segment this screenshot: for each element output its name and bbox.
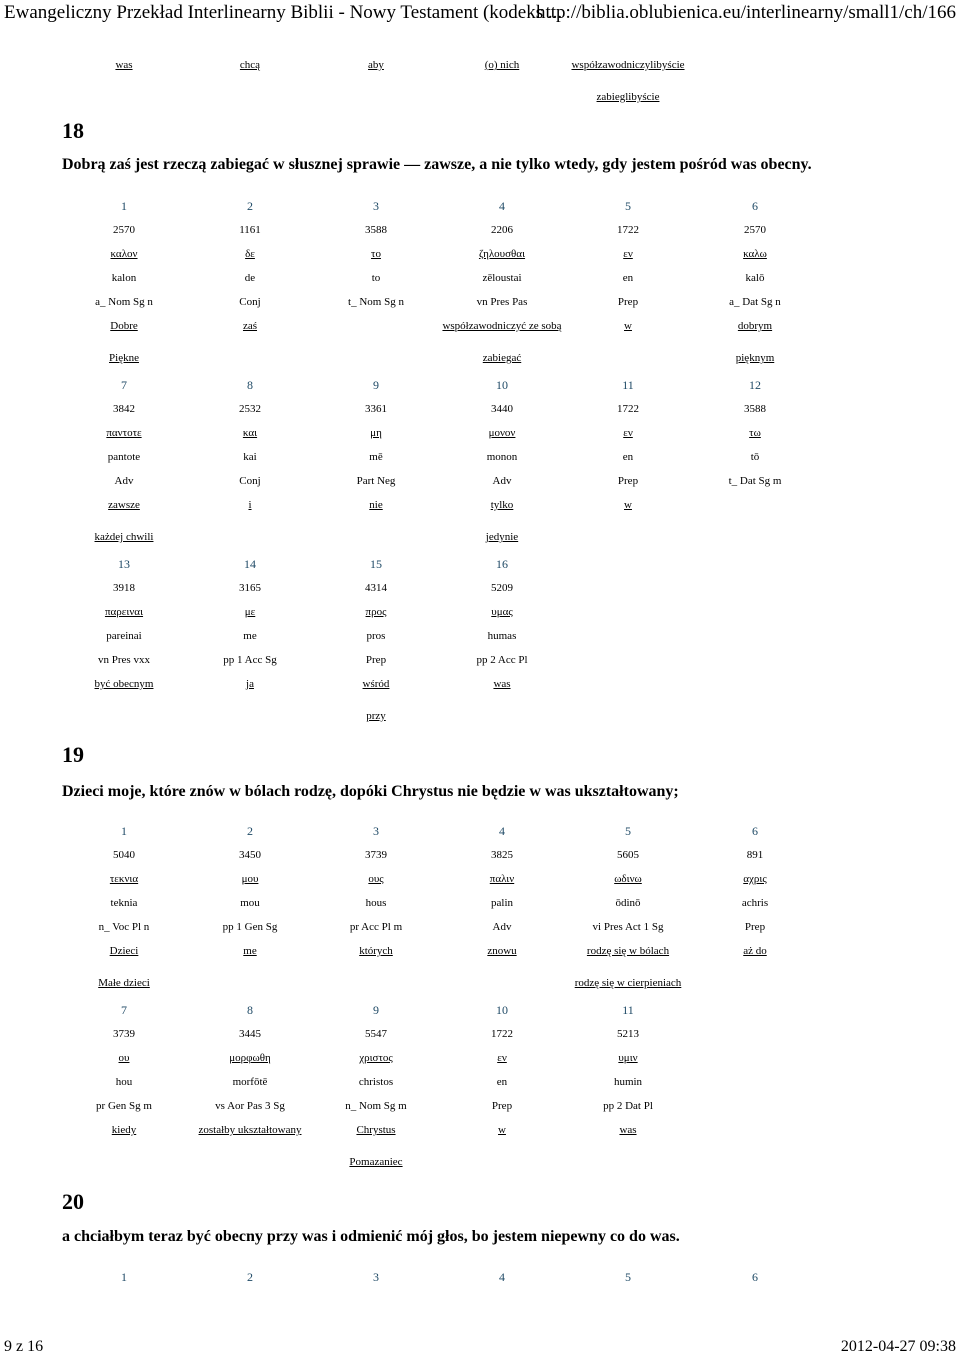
greek-word[interactable]: εν — [497, 1052, 507, 1064]
verse-number: 19 — [62, 742, 84, 767]
greek-word[interactable]: αχρις — [743, 873, 767, 885]
strong-number: 4314 — [365, 582, 387, 594]
grammar-code: n_ Voc Pl n — [98, 921, 150, 933]
strong-number: 3440 — [491, 403, 513, 415]
transliteration: pareinai — [106, 630, 142, 642]
grammar-code: vi Pres Act 1 Sg — [592, 921, 664, 933]
document-title: Ewangeliczny Przekład Interlinearny Biblii - Nowy Testament (kodeks ... — [4, 2, 563, 23]
polish-translation[interactable]: w — [624, 320, 632, 332]
word-number: 9 — [373, 1003, 379, 1017]
transliteration: ōdinō — [615, 897, 641, 909]
grammar-code: t_ Nom Sg n — [348, 296, 404, 308]
polish-translation[interactable]: (o) nich — [484, 59, 520, 71]
strong-number: 3588 — [744, 403, 766, 415]
grammar-code: pp 2 Dat Pl — [603, 1100, 653, 1112]
greek-word[interactable]: εν — [623, 427, 633, 439]
grammar-code: Adv — [114, 475, 134, 487]
polish-translation[interactable]: zawsze — [108, 499, 140, 511]
transliteration: kai — [243, 451, 257, 463]
strong-number: 3739 — [365, 849, 387, 861]
polish-translation[interactable]: w — [498, 1124, 506, 1136]
strong-number: 3739 — [113, 1028, 135, 1040]
word-number: 5 — [625, 199, 631, 213]
word-number: 15 — [370, 557, 382, 571]
word-number: 1 — [121, 199, 127, 213]
transliteration: humas — [487, 630, 517, 642]
strong-number: 2206 — [491, 224, 513, 236]
grammar-code: Conj — [239, 475, 261, 487]
greek-word[interactable]: παλιν — [489, 873, 515, 885]
verse-text: Dobrą zaś jest rzeczą zabiegać w słusznej sprawie — zawsze, a nie tylko wtedy, gdy jestem pośród was obecny. — [62, 156, 812, 173]
transliteration: kalon — [111, 272, 137, 284]
word-number: 2 — [247, 199, 253, 213]
word-number: 4 — [499, 199, 505, 213]
page-number: 9 z 16 — [4, 1338, 44, 1355]
alternative-translation[interactable]: pięknym — [735, 352, 775, 364]
print-datetime: 2012-04-27 09:38 — [840, 1338, 956, 1355]
transliteration: hou — [115, 1076, 133, 1088]
greek-word[interactable]: καλον — [110, 248, 138, 260]
greek-word[interactable]: ου — [118, 1052, 130, 1064]
grammar-code: pr Acc Pl m — [349, 921, 403, 933]
word-number: 9 — [373, 378, 379, 392]
grammar-code: pp 1 Gen Sg — [222, 921, 278, 933]
transliteration: pros — [366, 630, 386, 642]
word-number: 2 — [247, 824, 253, 838]
alternative-translation[interactable]: przy — [366, 710, 386, 722]
transliteration: mou — [240, 897, 260, 909]
word-number: 8 — [247, 378, 253, 392]
strong-number: 3825 — [491, 849, 513, 861]
polish-translation[interactable]: rodzę się w bólach — [586, 945, 670, 957]
transliteration: kalō — [745, 272, 765, 284]
polish-translation[interactable]: me — [243, 945, 257, 957]
polish-translation[interactable]: aż do — [743, 945, 767, 957]
polish-translation[interactable]: i — [248, 499, 252, 511]
transliteration: palin — [491, 897, 513, 909]
word-number: 10 — [496, 1003, 508, 1017]
transliteration: me — [243, 630, 257, 642]
word-number: 4 — [499, 824, 505, 838]
alternative-translation[interactable]: Pomazaniec — [349, 1156, 403, 1168]
grammar-code: Prep — [617, 475, 639, 487]
grammar-code: Prep — [617, 296, 639, 308]
word-number: 4 — [499, 1270, 505, 1284]
word-number: 7 — [121, 1003, 127, 1017]
word-number: 12 — [749, 378, 761, 392]
greek-word[interactable]: ωδινω — [614, 873, 642, 885]
strong-number: 1161 — [239, 224, 261, 236]
transliteration: monon — [486, 451, 518, 463]
word-number: 5 — [625, 1270, 631, 1284]
greek-word[interactable]: με — [244, 606, 256, 618]
verse-number: 20 — [62, 1189, 84, 1214]
grammar-code: Adv — [492, 475, 512, 487]
polish-translation[interactable]: wśród — [362, 678, 390, 690]
polish-translation[interactable]: zaś — [242, 320, 258, 332]
polish-translation[interactable]: których — [359, 945, 393, 957]
polish-translation[interactable]: Chrystus — [356, 1124, 396, 1136]
polish-translation[interactable]: Dzieci — [109, 945, 139, 957]
grammar-code: pp 1 Acc Sg — [223, 654, 277, 666]
polish-translation[interactable]: was — [619, 1124, 637, 1136]
greek-word[interactable]: και — [242, 427, 258, 439]
verse-text: a chciałbym teraz być obecny przy was i odmienić mój głos, bo jestem niepewny co do was. — [62, 1228, 680, 1245]
polish-translation[interactable]: was — [493, 678, 511, 690]
alternative-translation[interactable]: zabiegać — [482, 352, 522, 364]
greek-word[interactable]: μη — [370, 427, 382, 439]
grammar-code: t_ Dat Sg m — [728, 475, 782, 487]
word-number: 3 — [373, 199, 379, 213]
word-number: 10 — [496, 378, 508, 392]
greek-word[interactable]: παρειναι — [104, 606, 144, 618]
polish-translation[interactable]: tylko — [490, 499, 514, 511]
polish-translation[interactable]: dobrym — [737, 320, 773, 332]
transliteration: de — [244, 272, 256, 284]
greek-word[interactable]: τω — [749, 427, 761, 439]
strong-number: 5605 — [617, 849, 639, 861]
grammar-code: a_ Dat Sg n — [729, 296, 781, 308]
grammar-code: pr Gen Sg m — [96, 1100, 152, 1112]
strong-number: 3918 — [113, 582, 135, 594]
transliteration: morfōtē — [232, 1076, 268, 1088]
grammar-code: pp 2 Acc Pl — [476, 654, 528, 666]
greek-word[interactable]: χριστος — [359, 1052, 393, 1064]
word-number: 3 — [373, 824, 379, 838]
word-number: 14 — [244, 557, 256, 571]
strong-number: 1722 — [491, 1028, 513, 1040]
strong-number: 1722 — [617, 403, 639, 415]
polish-translation[interactable]: was — [115, 59, 133, 71]
strong-number: 3165 — [239, 582, 261, 594]
grammar-code: Prep — [744, 921, 766, 933]
word-number: 3 — [373, 1270, 379, 1284]
grammar-code: Conj — [239, 296, 261, 308]
grammar-code: a_ Nom Sg n — [95, 296, 153, 308]
grammar-code: vs Aor Pas 3 Sg — [215, 1100, 285, 1112]
word-number: 1 — [121, 1270, 127, 1284]
grammar-code: vn Pres Pas — [476, 296, 528, 308]
transliteration: zēloustai — [482, 272, 522, 284]
greek-word[interactable]: παντοτε — [106, 427, 142, 439]
polish-translation[interactable]: współzawodniczylibyście — [571, 59, 685, 71]
page-footer — [0, 1336, 960, 1357]
grammar-code: Prep — [491, 1100, 513, 1112]
strong-number: 5040 — [113, 849, 135, 861]
grammar-code: Adv — [492, 921, 512, 933]
word-number: 16 — [496, 557, 508, 571]
strong-number: 3445 — [239, 1028, 261, 1040]
word-number: 7 — [121, 378, 127, 392]
greek-word[interactable]: εν — [623, 248, 633, 260]
greek-word[interactable]: ζηλουσθαι — [478, 248, 526, 260]
polish-translation[interactable]: Dobre — [110, 320, 138, 332]
strong-number: 5213 — [617, 1028, 639, 1040]
greek-word[interactable]: ους — [368, 873, 384, 885]
grammar-code: vn Pres vxx — [98, 654, 150, 666]
alternative-translation[interactable]: jedynie — [485, 531, 519, 543]
polish-translation[interactable]: w — [624, 499, 632, 511]
transliteration: hous — [365, 897, 387, 909]
word-number: 13 — [118, 557, 130, 571]
transliteration: humin — [613, 1076, 643, 1088]
transliteration: to — [371, 272, 381, 284]
strong-number: 1722 — [617, 224, 639, 236]
greek-word[interactable]: τεκνια — [109, 873, 139, 885]
grammar-code: n_ Nom Sg m — [345, 1100, 407, 1112]
polish-translation[interactable]: zostałby ukształtowany — [198, 1124, 302, 1136]
transliteration: tō — [750, 451, 760, 463]
transliteration: pantote — [107, 451, 141, 463]
greek-word[interactable]: μορφωθη — [229, 1052, 271, 1064]
word-number: 6 — [752, 1270, 758, 1284]
word-number: 5 — [625, 824, 631, 838]
strong-number: 3361 — [365, 403, 387, 415]
strong-number: 5547 — [365, 1028, 387, 1040]
polish-translation[interactable]: współzawodniczyć ze sobą — [442, 320, 562, 332]
word-number: 11 — [622, 1003, 634, 1017]
transliteration: achris — [741, 897, 769, 909]
polish-translation[interactable]: nie — [369, 499, 383, 511]
source-url[interactable]: http://biblia.oblubienica.eu/interlinearny/small1/ch/166 — [535, 2, 956, 23]
alternative-translation[interactable]: rodzę się w cierpieniach — [574, 977, 682, 989]
alternative-translation[interactable]: Małe dzieci — [98, 977, 150, 989]
strong-number: 3588 — [365, 224, 387, 236]
word-number: 6 — [752, 824, 758, 838]
greek-word[interactable]: μου — [241, 873, 259, 885]
alternative-translation[interactable]: zabieglibyście — [596, 91, 660, 103]
polish-translation[interactable]: kiedy — [111, 1124, 137, 1136]
strong-number: 2570 — [744, 224, 766, 236]
polish-translation[interactable]: być obecnym — [94, 678, 154, 690]
greek-word[interactable]: υμιν — [618, 1052, 638, 1064]
transliteration: en — [622, 272, 634, 284]
alternative-translation[interactable]: każdej chwili — [94, 531, 154, 543]
strong-number: 891 — [746, 849, 764, 861]
greek-word[interactable]: το — [371, 248, 381, 260]
word-number: 1 — [121, 824, 127, 838]
greek-word[interactable]: καλω — [743, 248, 767, 260]
polish-translation[interactable]: ja — [246, 678, 254, 690]
alternative-translation[interactable]: Piękne — [109, 352, 139, 364]
transliteration: teknia — [110, 897, 138, 909]
greek-word[interactable]: μονον — [488, 427, 516, 439]
strong-number: 3450 — [239, 849, 261, 861]
transliteration: christos — [358, 1076, 394, 1088]
grammar-code: Prep — [365, 654, 387, 666]
strong-number: 2570 — [113, 224, 135, 236]
grammar-code: Part Neg — [356, 475, 396, 487]
strong-number: 3842 — [113, 403, 135, 415]
greek-word[interactable]: προς — [365, 606, 387, 618]
transliteration: en — [496, 1076, 508, 1088]
polish-translation[interactable]: znowu — [487, 945, 517, 957]
word-number: 6 — [752, 199, 758, 213]
verse-number: 18 — [62, 118, 84, 143]
word-number: 11 — [622, 378, 634, 392]
word-number: 2 — [247, 1270, 253, 1284]
verse-text: Dzieci moje, które znów w bólach rodzę, dopóki Chrystus nie będzie w was ukształtowany; — [62, 783, 679, 800]
transliteration: mē — [369, 451, 383, 463]
strong-number: 2532 — [239, 403, 261, 415]
strong-number: 5209 — [491, 582, 513, 594]
polish-translation[interactable]: chcą — [239, 59, 261, 71]
polish-translation[interactable]: aby — [368, 59, 384, 71]
greek-word[interactable]: υμας — [491, 606, 513, 618]
transliteration: en — [622, 451, 634, 463]
word-number: 8 — [247, 1003, 253, 1017]
greek-word[interactable]: δε — [245, 248, 255, 260]
page-header — [0, 0, 960, 32]
